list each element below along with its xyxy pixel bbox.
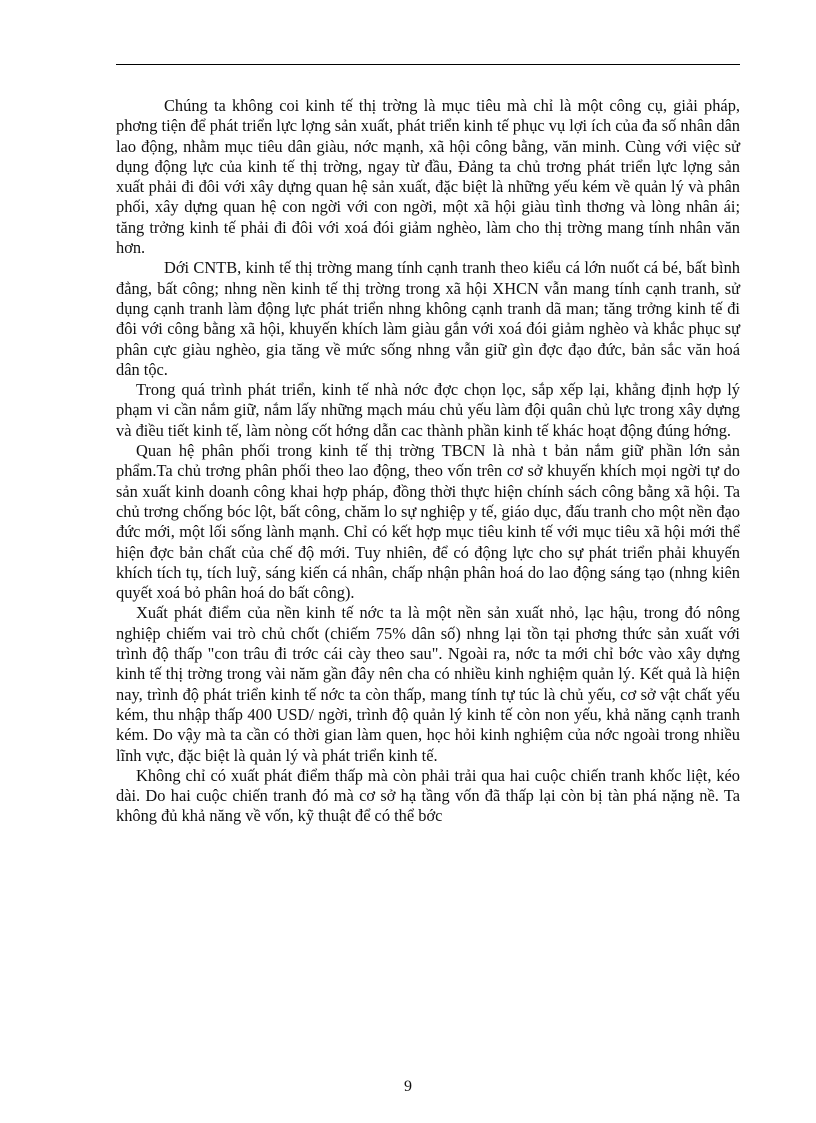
paragraph: Trong quá trình phát triển, kinh tế nhà nớc đợc chọn lọc, sắp xếp lại, khẳng định hợp lý phạm vi cần nắm giữ, nắm lấy những mạch máu chủ yếu làm đội quân chủ lực trong xây dựng và điều tiết kinh tế, làm nòng cốt hớng dẫn cac thành phần kinh tế khác hoạt động đúng hớng.	[116, 380, 740, 440]
paragraph: Quan hệ phân phối trong kinh tế thị trờng TBCN là nhà t bản nắm giữ phần lớn sản phẩm.Ta chủ trơng phân phối theo lao động, theo vốn trên cơ sở khuyến khích mọi ngời tự do sản xuất kinh doanh công khai hợp pháp, đồng thời thực hiện chính sách công bằng xã hội. Ta chủ trơng chống bóc lột, bất công, chăm lo sự nghiệp y tế, giáo dục, đấu tranh cho một nền đạo đức mới, một lối sống lành mạnh. Chỉ có kết hợp mục tiêu kinh tế với mục tiêu xã hội mới thể hiện đợc bản chất của chế độ mới. Tuy nhiên, để có động lực cho sự phát triển phải khuyến khích tích tụ, tích luỹ, sáng kiến cá nhân, chấp nhận phân hoá do lao động sáng tạo (nhng kiên quyết xoá bỏ phân hoá do bất công).	[116, 441, 740, 603]
paragraph: Xuất phát điểm của nền kinh tế nớc ta là một nền sản xuất nhỏ, lạc hậu, trong đó nông nghiệp chiếm vai trò chủ chốt (chiếm 75% dân số) nhng lại tồn tại phơng thức sản xuất với trình độ thấp "con trâu đi trớc cái cày theo sau". Ngoài ra, nớc ta mới chỉ bớc vào xây dựng kinh tế thị trờng trong vài năm gần đây nên cha có nhiều kinh nghiệm quản lý. Kết quả là hiện nay, trình độ phát triển kinh tế nớc ta còn thấp, mang tính tự túc là chủ yếu, cơ sở vật chất yếu kém, thu nhập thấp 400 USD/ ngời, trình độ quản lý kinh tế còn non yếu, khả năng cạnh tranh kém. Do vậy mà ta cần có thời gian làm quen, học hỏi kinh nghiệm của nớc ngoài trong nhiều lĩnh vực, đặc biệt là quản lý và phát triển kinh tế.	[116, 603, 740, 765]
page-number: 9	[404, 1078, 412, 1095]
paragraph: Chúng ta không coi kinh tế thị trờng là mục tiêu mà chỉ là một công cụ, giải pháp, phơng tiện để phát triển lực lợng sản xuất, phát triển kinh tế phục vụ lợi ích của đa số nhân dân lao động, nhằm mục tiêu dân giàu, nớc mạnh, xã hội công bằng, văn minh. Cùng với việc sử dụng động lực của kinh tế thị trờng, ngay từ đầu, Đảng ta chủ trơng phát triển lực lợng sản xuất phải đi đôi với xây dựng quan hệ sản xuất, đặc biệt là những yếu kém về quản lý và phân phối, xây dựng quan hệ con ngời với con ngời, một xã hội giàu tình thơng và lòng nhân ái; tăng trởng kinh tế phải đi đôi với xoá đói giảm nghèo, làm cho thị trờng mang tính nhân văn hơn.	[116, 96, 740, 258]
header-rule	[116, 64, 740, 65]
body-text	[116, 96, 740, 827]
paragraph: Không chỉ có xuất phát điểm thấp mà còn phải trải qua hai cuộc chiến tranh khốc liệt, kéo dài. Do hai cuộc chiến tranh đó mà cơ sở hạ tầng vốn đã thấp lại còn bị tàn phá nặng nề. Ta không đủ khả năng về vốn, kỹ thuật để có thể bớc	[116, 765, 740, 826]
paragraph: Dới CNTB, kinh tế thị trờng mang tính cạnh tranh theo kiểu cá lớn nuốt cá bé, bất bình đẳng, bất công; nhng nền kinh tế thị trờng trong xã hội XHCN vẫn mang tính cạnh tranh, sử dụng cạnh tranh làm động lực phát triển nhng không cạnh tranh dã man; tăng trởng kinh tế đi đôi với công bằng xã hội, khuyến khích làm giàu gắn với xoá đói giảm nghèo và khắc phục sự phân cực giàu nghèo, gia tăng về mức sống nhng vẫn giữ gìn đợc đạo đức, bản sắc văn hoá dân tộc.	[116, 258, 740, 379]
